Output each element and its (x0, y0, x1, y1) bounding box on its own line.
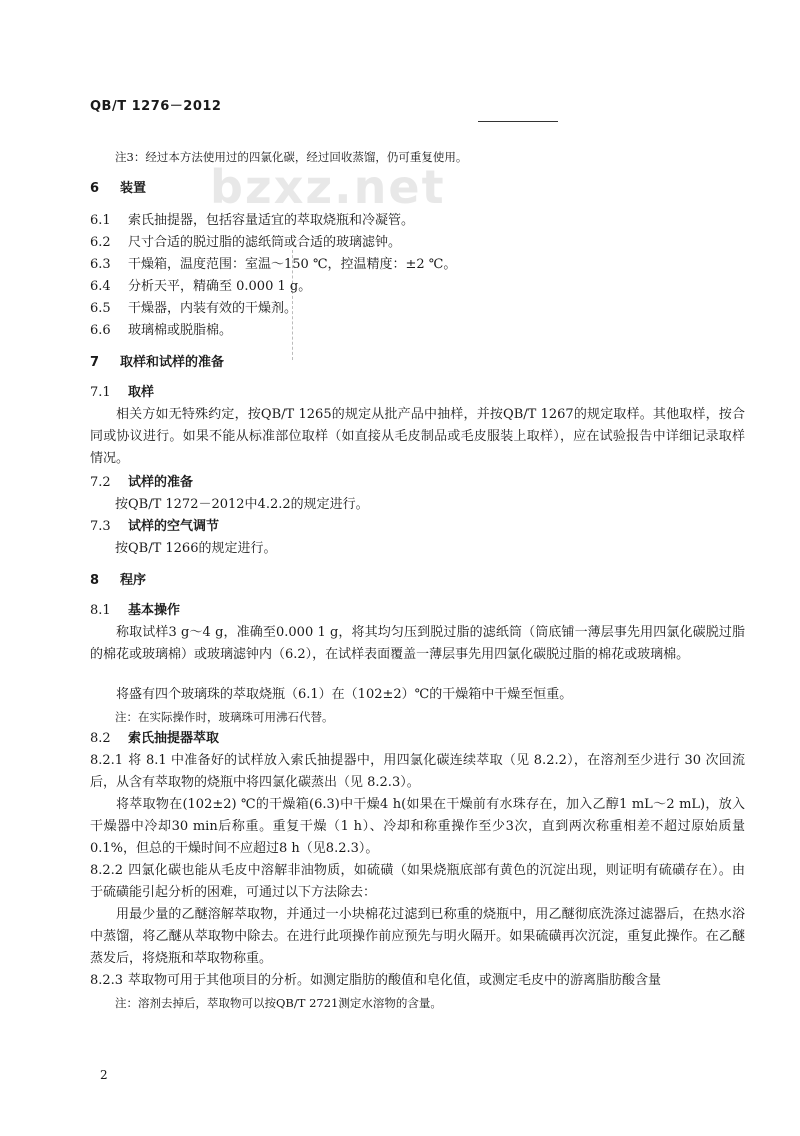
section-6-heading: 6 装置 (90, 181, 147, 196)
section-7-2-body: 按QB/T 1272－2012中4.2.2的规定进行。 (115, 497, 369, 512)
section-7-3-body: 按QB/T 1266的规定进行。 (115, 541, 277, 556)
section-7-1-heading: 7.1 取样 (90, 385, 155, 400)
section-8-2-2-para-1: 8.2.2 四氯化碳也能从毛皮中溶解非油物质，如硫磺（如果烧瓶底部有黄色的沉淀出现，则证明有硫磺存在）。由于硫磺能引起分析的困难，可通过以下方法除去： (90, 863, 745, 900)
section-8-1-heading: 8.1 基本操作 (90, 603, 181, 618)
section-8-2-heading: 8.2 索氏抽提器萃取 (90, 731, 220, 746)
item-6-5: 6.5 干燥器，内装有效的干燥剂。 (90, 301, 298, 316)
item-6-2: 6.2 尺寸合适的脱过脂的滤纸筒或合适的玻璃滤钟。 (90, 235, 402, 250)
item-6-3: 6.3 干燥箱，温度范围：室温～150 ℃，控温精度：±2 ℃。 (90, 257, 457, 272)
section-8-1-note: 注：在实际操作时，玻璃珠可用沸石代替。 (115, 710, 334, 724)
section-7-heading: 7 取样和试样的准备 (90, 355, 225, 370)
section-8-2-1-para-2: 将萃取物在(102±2) ℃的干燥箱(6.3)中干燥4 h(如果在干燥前有水珠存在，加入乙醇1 mL～2 mL)，放入干燥器中冷却30 min后称重。重复干燥（1 h）、冷却和称重操作至少3次，直到两次称重相差不超过原始质量0.1%，但总的干燥时间不应超过8 h（见8.2.3）。 (90, 797, 745, 856)
section-8-2-3-para-1: 8.2.3 萃取物可用于其他项目的分析。如测定脂肪的酸值和皂化值，或测定毛皮中的游离脂肪酸含量 (90, 973, 662, 988)
section-7-1-body: 相关方如无特殊约定，按QB/T 1265的规定从批产品中抽样，并按QB/T 1267的规定取样。其他取样，按合同或协议进行。如果不能从标准部位取样（如直接从毛皮制品或毛皮服装上取样），应在试验报告中详细记录取样情况。 (90, 407, 745, 466)
section-8-2-2-para-2: 用最少量的乙醚溶解萃取物，并通过一小块棉花过滤到已称重的烧瓶中，用乙醚彻底洗涤过滤器后，在热水浴中蒸馏，将乙醚从萃取物中除去。在进行此项操作前应预先与明火隔开。如果硫磺再次沉淀，重复此操作。在乙醚蒸发后，将烧瓶和萃取物称重。 (90, 907, 745, 966)
item-6-4: 6.4 分析天平，精确至 0.000 1 g。 (90, 279, 312, 294)
section-8-2-3-note: 注：溶剂去掉后，萃取物可以按QB/T 2721测定水溶物的含量。 (115, 996, 442, 1010)
page-number: 2 (100, 1068, 108, 1082)
section-8-1-para-2: 将盛有四个玻璃珠的萃取烧瓶（6.1）在（102±2）℃的干燥箱中干燥至恒重。 (116, 687, 573, 702)
section-8-1-para-1: 称取试样3 g～4 g，准确至0.000 1 g，将其均匀压到脱过脂的滤纸筒（筒底铺一薄层事先用四氯化碳脱过脂的棉花或玻璃棉）或玻璃滤钟内（6.2），在试样表面覆盖一薄层事先用四氯化碳脱过脂的棉花或玻璃棉。 (90, 625, 745, 662)
item-6-1: 6.1 索氏抽提器，包括容量适宜的萃取烧瓶和冷凝管。 (90, 213, 415, 228)
section-7-3-heading: 7.3 试样的空气调节 (90, 519, 220, 534)
item-6-6: 6.6 玻璃棉或脱脂棉。 (90, 323, 233, 338)
section-8-heading: 8 程序 (90, 573, 147, 588)
section-8-2-1-para-1: 8.2.1 将 8.1 中准备好的试样放入索氏抽提器中，用四氯化碳连续萃取（见 8.2.2），在溶剂至少进行 30 次回流后，从含有萃取物的烧瓶中将四氯化碳蒸出（见 8.2.3）。 (90, 753, 745, 790)
standard-code-header: QB/T 1276－2012 (90, 99, 222, 114)
watermark-text: bzxz.net (210, 160, 446, 214)
note-3: 注3：经过本方法使用过的四氯化碳，经过回收蒸馏，仍可重复使用。 (115, 150, 468, 164)
section-7-2-heading: 7.2 试样的准备 (90, 475, 194, 490)
header-rule (478, 121, 558, 122)
